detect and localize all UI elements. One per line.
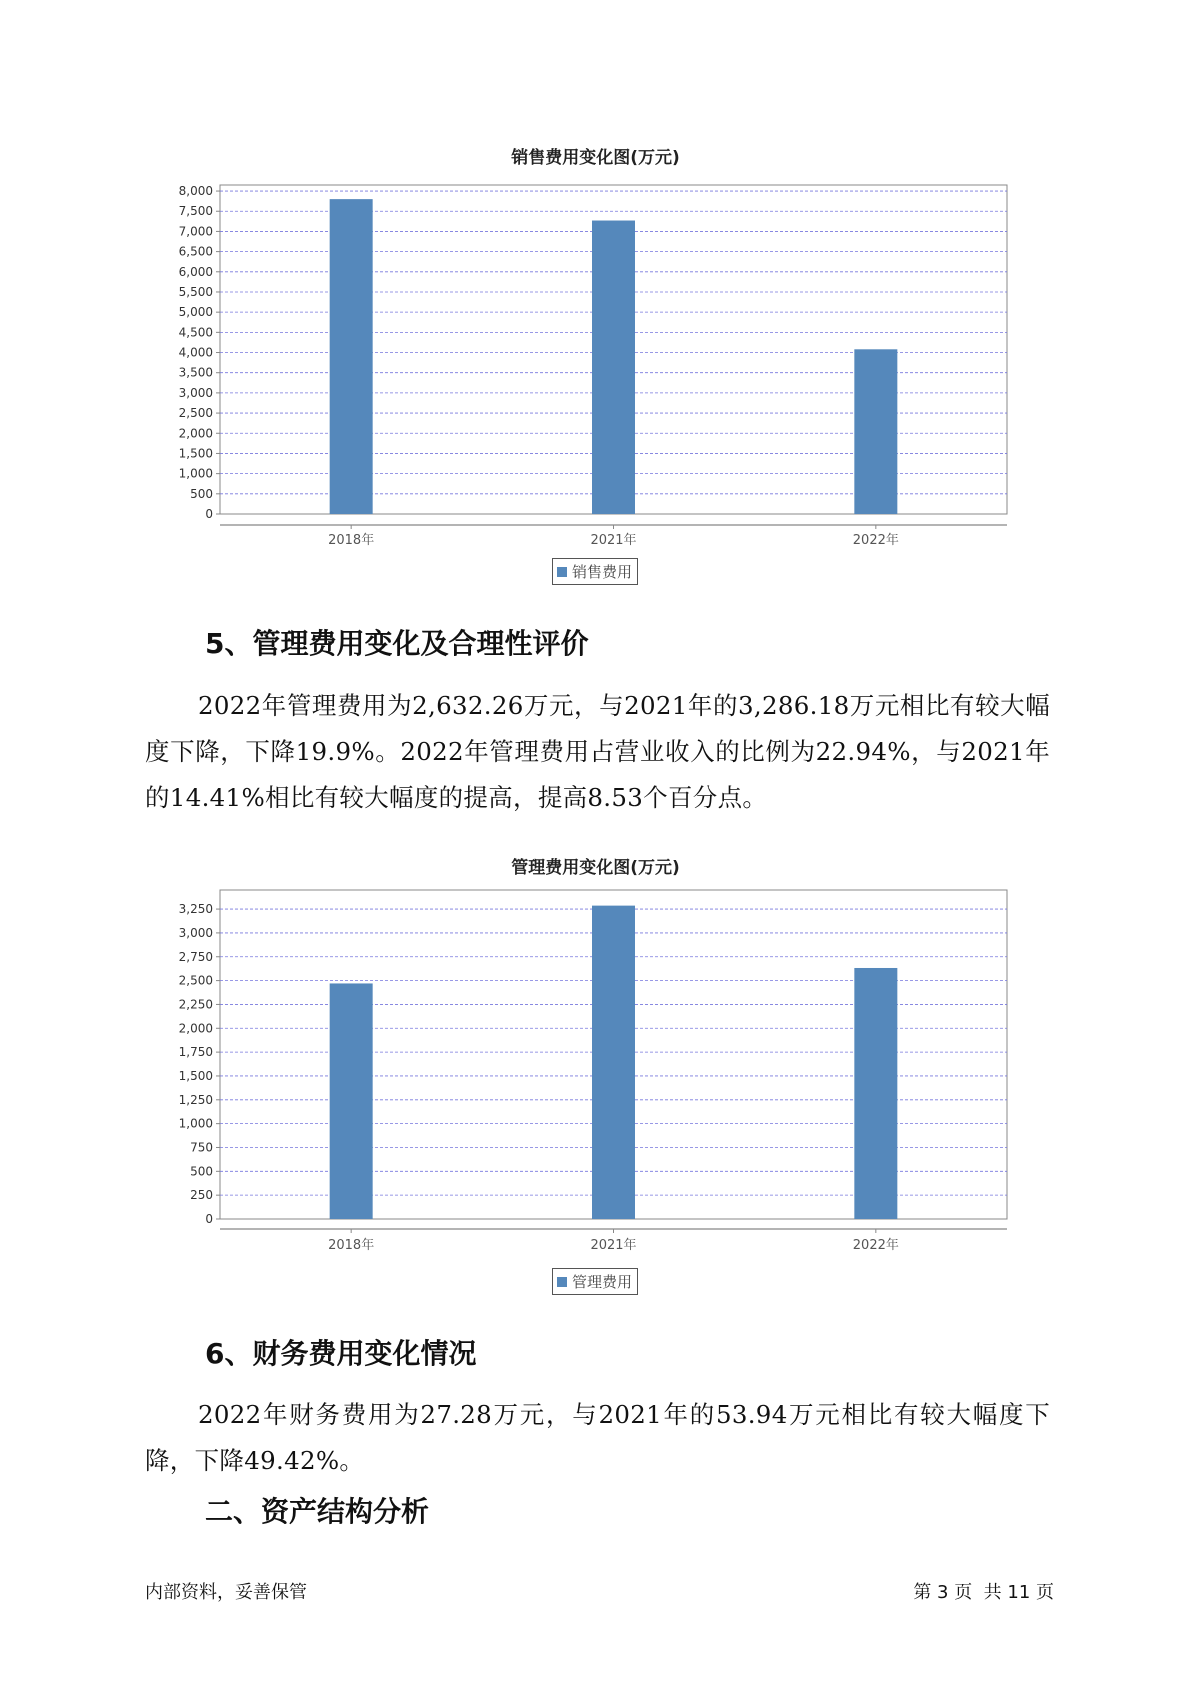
chart-legend-admin	[552, 1268, 638, 1295]
y-tick-label: 1,750	[178, 1045, 213, 1060]
bar	[330, 983, 373, 1219]
x-tick-label: 2022年	[852, 1238, 899, 1253]
chart-title-admin: 管理费用变化图(万元)	[511, 858, 680, 878]
y-tick-label: 5,000	[178, 305, 213, 320]
y-tick-label: 1,250	[178, 1092, 213, 1107]
y-tick-label: 6,000	[178, 264, 213, 279]
y-tick-label: 2,750	[178, 949, 213, 964]
legend-swatch	[557, 1277, 567, 1287]
y-tick-label: 2,250	[178, 997, 213, 1012]
section-6-paragraph: 2022年财务费用为27.28万元，与2021年的53.94万元相比有较大幅度下降，下降49.42%。	[145, 1400, 1050, 1475]
y-tick-label: 3,500	[178, 365, 213, 380]
footer-confidential-note: 内部资料，妥善保管	[145, 1582, 307, 1603]
y-tick-label: 0	[205, 507, 213, 521]
legend-label: 管理费用	[572, 1273, 633, 1291]
x-tick-label: 2021年	[590, 533, 637, 548]
y-tick-label: 3,250	[178, 902, 213, 917]
y-tick-label: 500	[190, 1164, 213, 1179]
section-6-heading: 6、财务费用变化情况	[205, 1337, 477, 1370]
y-tick-label: 2,000	[178, 426, 213, 441]
x-tick-label: 2021年	[590, 1238, 637, 1253]
y-tick-label: 750	[190, 1140, 213, 1155]
y-tick-label: 5,500	[178, 284, 213, 299]
y-tick-label: 1,500	[178, 1068, 213, 1083]
y-tick-label: 8,000	[178, 184, 213, 199]
y-tick-label: 7,500	[178, 204, 213, 219]
x-tick-label: 2018年	[328, 533, 375, 548]
y-tick-label: 2,500	[178, 973, 213, 988]
y-tick-label: 3,000	[178, 925, 213, 940]
y-tick-label: 2,000	[178, 1021, 213, 1036]
bar	[854, 968, 897, 1219]
section-5-paragraph: 2022年管理费用为2,632.26万元，与2021年的3,286.18万元相比有较大幅度下降，下降19.9%。2022年管理费用占营业收入的比例为22.94%，与2021年的14.41%相比有较大幅度的提高，提高8.53个百分点。	[145, 691, 1050, 812]
y-tick-label: 3,000	[178, 385, 213, 400]
y-tick-label: 6,500	[178, 244, 213, 259]
y-tick-label: 500	[190, 486, 213, 501]
section-5-heading: 5、管理费用变化及合理性评价	[205, 627, 589, 660]
x-tick-label: 2018年	[328, 1238, 375, 1253]
chart-title-sales: 销售费用变化图(万元)	[511, 148, 680, 168]
y-tick-label: 7,000	[178, 224, 213, 239]
y-tick-label: 4,500	[178, 325, 213, 340]
footer-page-number: 第 3 页 共 11 页	[913, 1582, 1054, 1603]
y-tick-label: 1,000	[178, 466, 213, 481]
y-tick-label: 4,000	[178, 345, 213, 360]
y-tick-label: 0	[205, 1212, 213, 1226]
y-tick-label: 250	[190, 1188, 213, 1203]
y-tick-label: 1,500	[178, 446, 213, 461]
y-tick-label: 2,500	[178, 406, 213, 421]
section-ii-heading: 二、资产结构分析	[205, 1495, 430, 1528]
x-tick-label: 2022年	[852, 533, 899, 548]
legend-label: 销售费用	[572, 563, 633, 581]
bar	[592, 906, 635, 1219]
y-tick-label: 1,000	[178, 1116, 213, 1131]
